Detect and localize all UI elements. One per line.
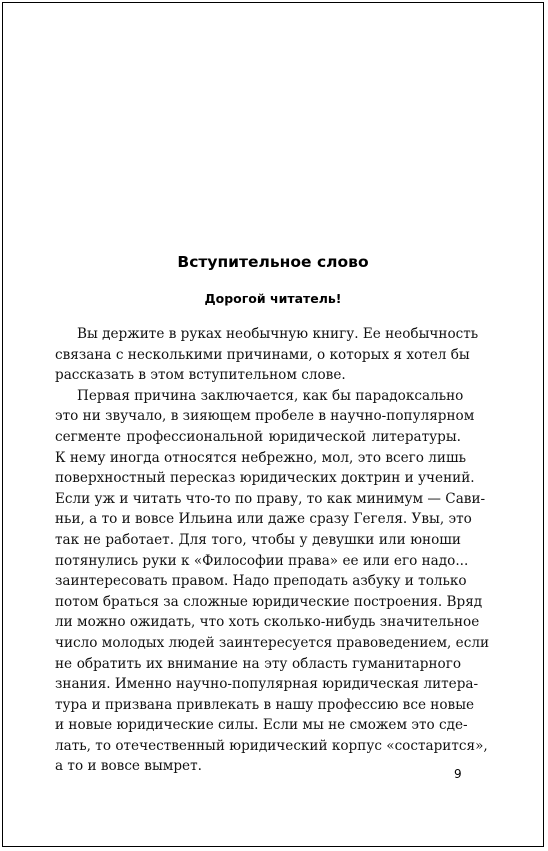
- text-line: ли можно ожидать, что хоть сколько-нибудь значительное: [55, 614, 480, 631]
- text-line: связана с несколькими причинами, о которых я хотел бы: [55, 346, 470, 363]
- text-line: сегменте профессиональной юридической литературы.: [55, 428, 461, 445]
- text-line: число молодых людей заинтересуется правоведением, если: [55, 634, 490, 651]
- text-line: Первая причина заключается, как бы парадоксально: [77, 387, 464, 404]
- text-line: так не работает. Для того, чтобы у девушки или юноши: [55, 531, 461, 548]
- page-number: 9: [454, 767, 462, 781]
- text-line: ньи, а то и вовсе Ильина или даже сразу Гегеля. Увы, это: [55, 511, 472, 528]
- text-line: рассказать в этом вступительном слове.: [55, 367, 346, 384]
- text-line: потянулись руки к «Философии права» ее или его надо...: [55, 552, 469, 569]
- text-line: потом браться за сложные юридические построения. Вряд: [55, 593, 483, 610]
- text-line: К нему иногда относятся небрежно, мол, это всего лишь: [55, 449, 467, 466]
- text-line: а то и вовсе вымрет.: [55, 758, 202, 775]
- text-line: Вы держите в руках необычную книгу. Ее необычность: [77, 326, 479, 342]
- text-line: и новые юридические силы. Если мы не сможем это сде-: [55, 717, 468, 734]
- chapter-title: Вступительное слово: [177, 253, 369, 271]
- text-line: знания. Именно научно-популярная юридическая литера-: [55, 676, 479, 693]
- text-line: Если уж и читать что-то по праву, то как минимум — Сави-: [55, 490, 486, 507]
- text-line: это ни звучало, в зияющем пробеле в научно-популярном: [55, 408, 475, 425]
- text-line: заинтересовать правом. Надо преподать азбуку и только: [55, 573, 467, 590]
- text-line: поверхностный пересказ юридических доктрин и учений.: [55, 470, 475, 487]
- section-subtitle: Дорогой читатель!: [204, 291, 342, 306]
- text-line: не обратить их внимание на эту область гуманитарного: [55, 655, 461, 672]
- text-line: тура и призвана привлекать в нашу профессию все новые: [55, 696, 475, 713]
- body-text: [55, 324, 490, 777]
- book-page: [2, 2, 544, 847]
- text-line: лать, то отечественный юридический корпус «состарится»,: [55, 737, 488, 754]
